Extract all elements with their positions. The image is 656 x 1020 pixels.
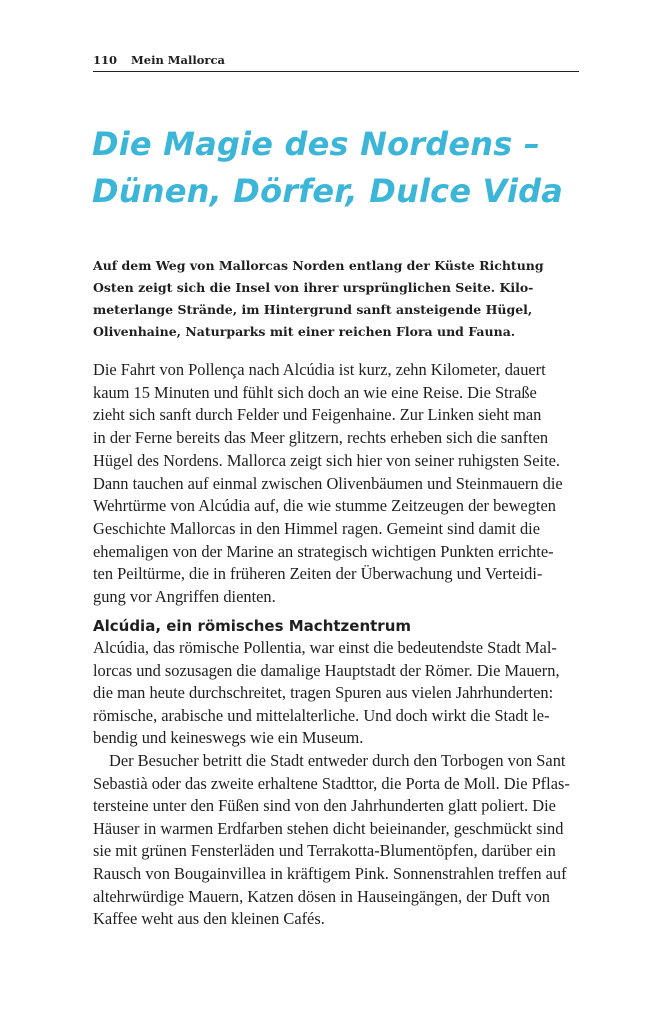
text-line: Geschichte Mallorcas in den Himmel ragen. Gemeint sind damit die [93,518,540,538]
running-head [93,52,579,72]
text-line: Die Fahrt von Pollença nach Alcúdia ist kurz, zehn Kilometer, dauert [93,360,546,379]
section-heading: Alcúdia, ein römisches Machtzentrum [93,617,412,635]
text-line: meterlange Strände, im Hintergrund sanft ansteigende Hügel, [93,302,533,317]
text-line: kaum 15 Minuten und fühlt sich doch an wie eine Reise. Die Straße [93,382,537,402]
body-paragraph-1 [93,359,579,609]
text-line: gung vor Angriffen dienten. [93,587,276,607]
text-line: Olivenhaine, Naturparks mit einer reichen Flora und Fauna. [93,324,516,339]
text-line: Alcúdia, das römische Pollentia, war einst die bedeutendste Stadt Mal- [93,638,557,657]
text-line: zieht sich sanft durch Felder und Feigenhaine. Zur Linken sieht man [93,405,542,425]
text-line: sie mit grünen Fensterläden und Terrakotta-Blumentöpfen, darüber ein [93,841,556,861]
book-title: Mein Mallorca [131,53,225,67]
text-line: ehemaligen von der Marine an strategisch wichtigen Punkten errichte- [93,541,554,561]
text-line: Häuser in warmen Erdfarben stehen dicht beieinander, geschmückt sind [93,818,564,838]
lead-paragraph [93,255,579,343]
chapter-title-line-2: Dünen, Dörfer, Dulce Vida [92,172,564,210]
text-line: Hügel des Nordens. Mallorca zeigt sich hier von seiner ruhigsten Seite. [93,450,561,470]
section-body [93,637,579,931]
text-line: lorcas und sozusagen die damalige Hauptstadt der Römer. Die Mauern, [93,660,560,680]
text-line: Rausch von Bougainvillea in kräftigem Pink. Sonnenstrahlen treffen auf [93,863,567,883]
text-line: altehrwürdige Mauern, Katzen dösen in Hauseingängen, der Duft von [93,886,550,906]
text-line: Dann tauchen auf einmal zwischen Olivenbäumen und Steinmauern die [93,473,563,493]
text-line: bendig und keineswegs wie ein Museum. [93,728,364,748]
text-line: Wehrtürme von Alcúdia auf, die wie stumme Zeitzeugen der bewegten [93,496,556,516]
text-line: Osten zeigt sich die Insel von ihrer ursprünglichen Seite. Kilo- [93,280,534,295]
text-line: Sebastià oder das zweite erhaltene Stadttor, die Porta de Moll. Die Pflas- [93,773,570,793]
text-line: ten Peiltürme, die in früheren Zeiten der Überwachung und Verteidi- [93,564,543,584]
text-line: in der Ferne bereits das Meer glitzern, rechts erheben sich die sanften [93,428,549,448]
text-line: Kaffee weht aus den kleinen Cafés. [93,909,325,929]
text-line: Auf dem Weg von Mallorcas Norden entlang der Küste Richtung [93,258,544,273]
text-line: tersteine unter den Füßen sind von den Jahrhunderten glatt poliert. Die [93,796,556,816]
chapter-title [92,121,592,215]
page-number: 110 [93,53,118,67]
text-line: römische, arabische und mittelalterliche. Und doch wirkt die Stadt le- [93,705,550,725]
text-line: Der Besucher betritt die Stadt entweder durch den Torbogen von Sant [109,750,566,770]
chapter-title-line-1: Die Magie des Nordens – [92,125,541,163]
text-line: die man heute durchschreitet, tragen Spuren aus vielen Jahrhunderten: [93,683,554,703]
